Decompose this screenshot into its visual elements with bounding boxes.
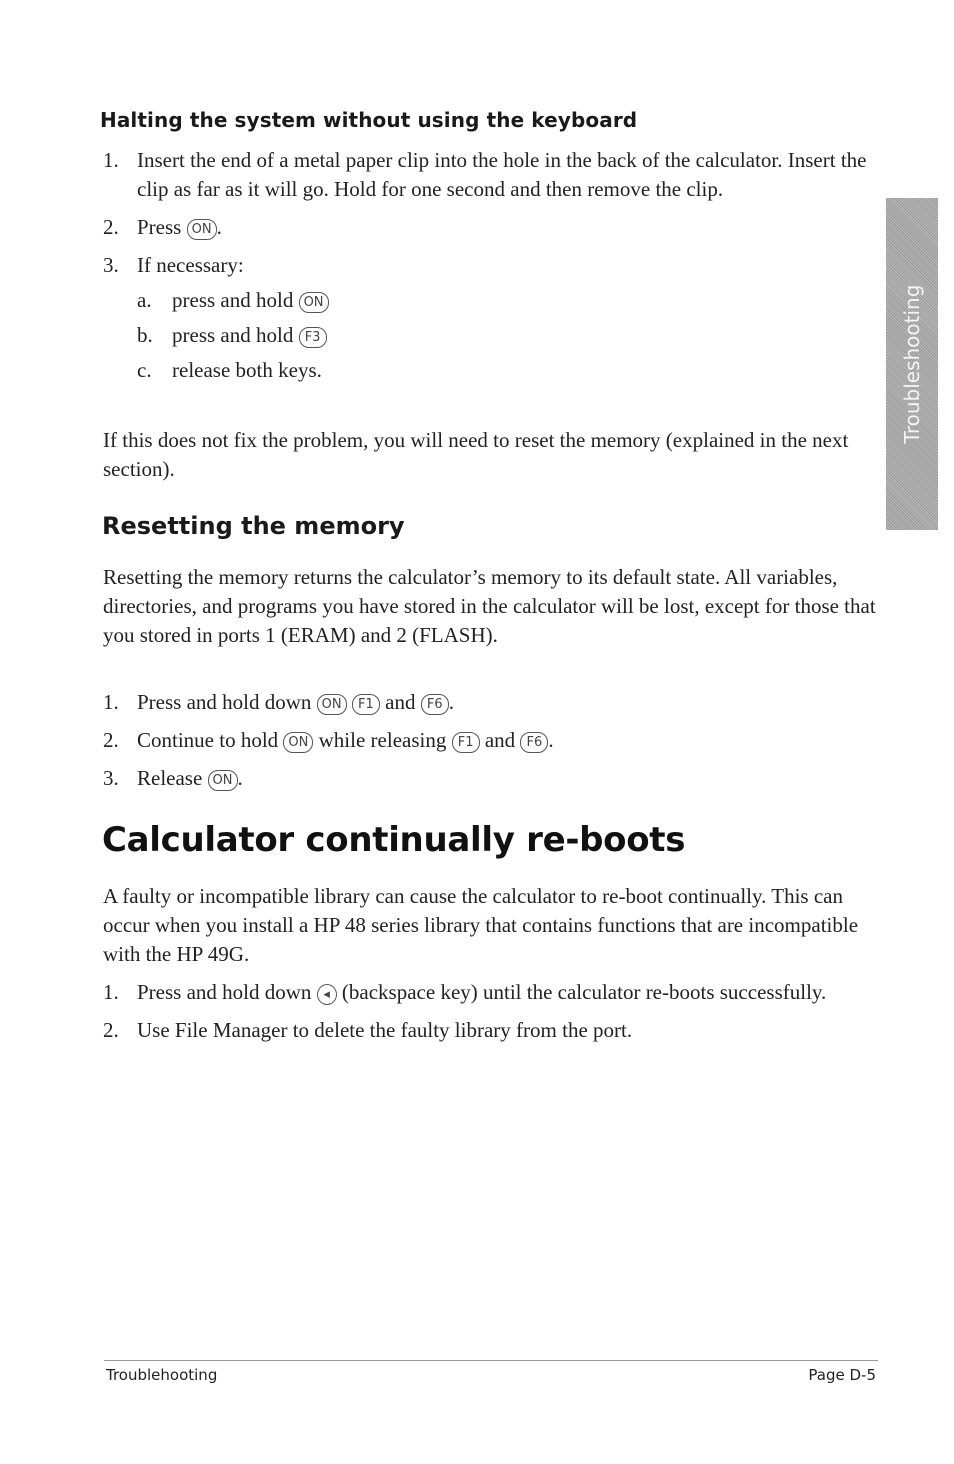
f6-key-icon: F6	[421, 694, 449, 715]
step-text: Press and hold down	[137, 980, 312, 1004]
substep-text: press and hold	[172, 323, 294, 347]
step-number: 1.	[103, 690, 119, 714]
step-text: Use File Manager to delete the faulty library from the port.	[137, 1018, 633, 1042]
step-punct: .	[448, 690, 454, 714]
substep-letter: c.	[137, 358, 152, 382]
step-text: Press and hold down	[137, 690, 312, 714]
list-item	[137, 286, 873, 315]
on-key-icon: ON	[187, 219, 217, 240]
step-number: 1.	[103, 148, 119, 172]
section-heading-reboots: Calculator continually re-boots	[102, 820, 686, 860]
step-text: Release	[137, 766, 203, 790]
step-punct: .	[216, 215, 222, 239]
on-key-icon: ON	[283, 732, 313, 753]
resetting-intro: Resetting the memory returns the calculator’s memory to its default state. All variables, directories, and programs you have stored in the calculator will be lost, except for those that you stored in ports 1 (ERAM) and 2 (FLASH).	[103, 565, 876, 647]
step-number: 3.	[103, 253, 119, 277]
step-punct: .	[237, 766, 243, 790]
list-item	[103, 146, 873, 204]
section-heading-halting: Halting the system without using the keyboard	[100, 108, 638, 132]
halting-steps-list	[103, 146, 873, 394]
step-punct: .	[548, 728, 554, 752]
footer-page-number: Page D-5	[808, 1366, 876, 1384]
step-text: (backspace key) until the calculator re-boots successfully.	[341, 980, 827, 1004]
substep-letter: a.	[137, 288, 152, 312]
list-item	[103, 213, 873, 242]
list-item	[103, 688, 873, 717]
footer-divider	[104, 1360, 878, 1361]
step-number: 1.	[103, 980, 119, 1004]
halting-note: If this does not fix the problem, you will need to reset the memory (explained in the next section).	[103, 428, 849, 481]
substep-text: release both keys.	[172, 358, 322, 382]
step-number: 2.	[103, 215, 119, 239]
list-item	[137, 356, 873, 385]
on-key-icon: ON	[317, 694, 347, 715]
reboots-intro: A faulty or incompatible library can cause the calculator to re-boot continually. This can occur when you install a HP 48 series library that contains functions that are incompatible with the HP 49G.	[103, 884, 859, 966]
backspace-key-icon: ◂	[317, 984, 337, 1005]
f1-key-icon: F1	[352, 694, 380, 715]
on-key-icon: ON	[208, 770, 238, 791]
list-item	[103, 978, 873, 1007]
f1-key-icon: F1	[452, 732, 480, 753]
step-text: and	[385, 690, 416, 714]
list-item	[103, 251, 873, 385]
f6-key-icon: F6	[520, 732, 548, 753]
step-number: 2.	[103, 1018, 119, 1042]
step-text: Insert the end of a metal paper clip into the hole in the back of the calculator. Insert the clip as far as it will go. Hold for one second and then remove the clip.	[137, 148, 867, 201]
step-text: and	[484, 728, 516, 752]
list-item	[103, 726, 873, 755]
section-heading-resetting: Resetting the memory	[102, 512, 405, 540]
step-text: Press	[137, 215, 182, 239]
substep-letter: b.	[137, 323, 153, 347]
step-text: while releasing	[318, 728, 447, 752]
reboots-steps-list	[103, 978, 873, 1054]
resetting-steps-list	[103, 688, 873, 802]
list-item	[137, 321, 873, 350]
list-item	[103, 764, 873, 793]
footer-section-name: Troublehooting	[106, 1366, 218, 1384]
f3-key-icon: F3	[299, 327, 327, 348]
step-text: If necessary:	[137, 253, 244, 277]
list-item	[103, 1016, 873, 1045]
step-number: 3.	[103, 766, 119, 790]
side-tab	[886, 198, 938, 530]
step-text: Continue to hold	[137, 728, 279, 752]
side-tab-label: Troubleshooting	[900, 284, 924, 444]
substeps-list	[137, 286, 873, 385]
substep-text: press and hold	[172, 288, 294, 312]
on-key-icon: ON	[299, 292, 329, 313]
step-number: 2.	[103, 728, 119, 752]
